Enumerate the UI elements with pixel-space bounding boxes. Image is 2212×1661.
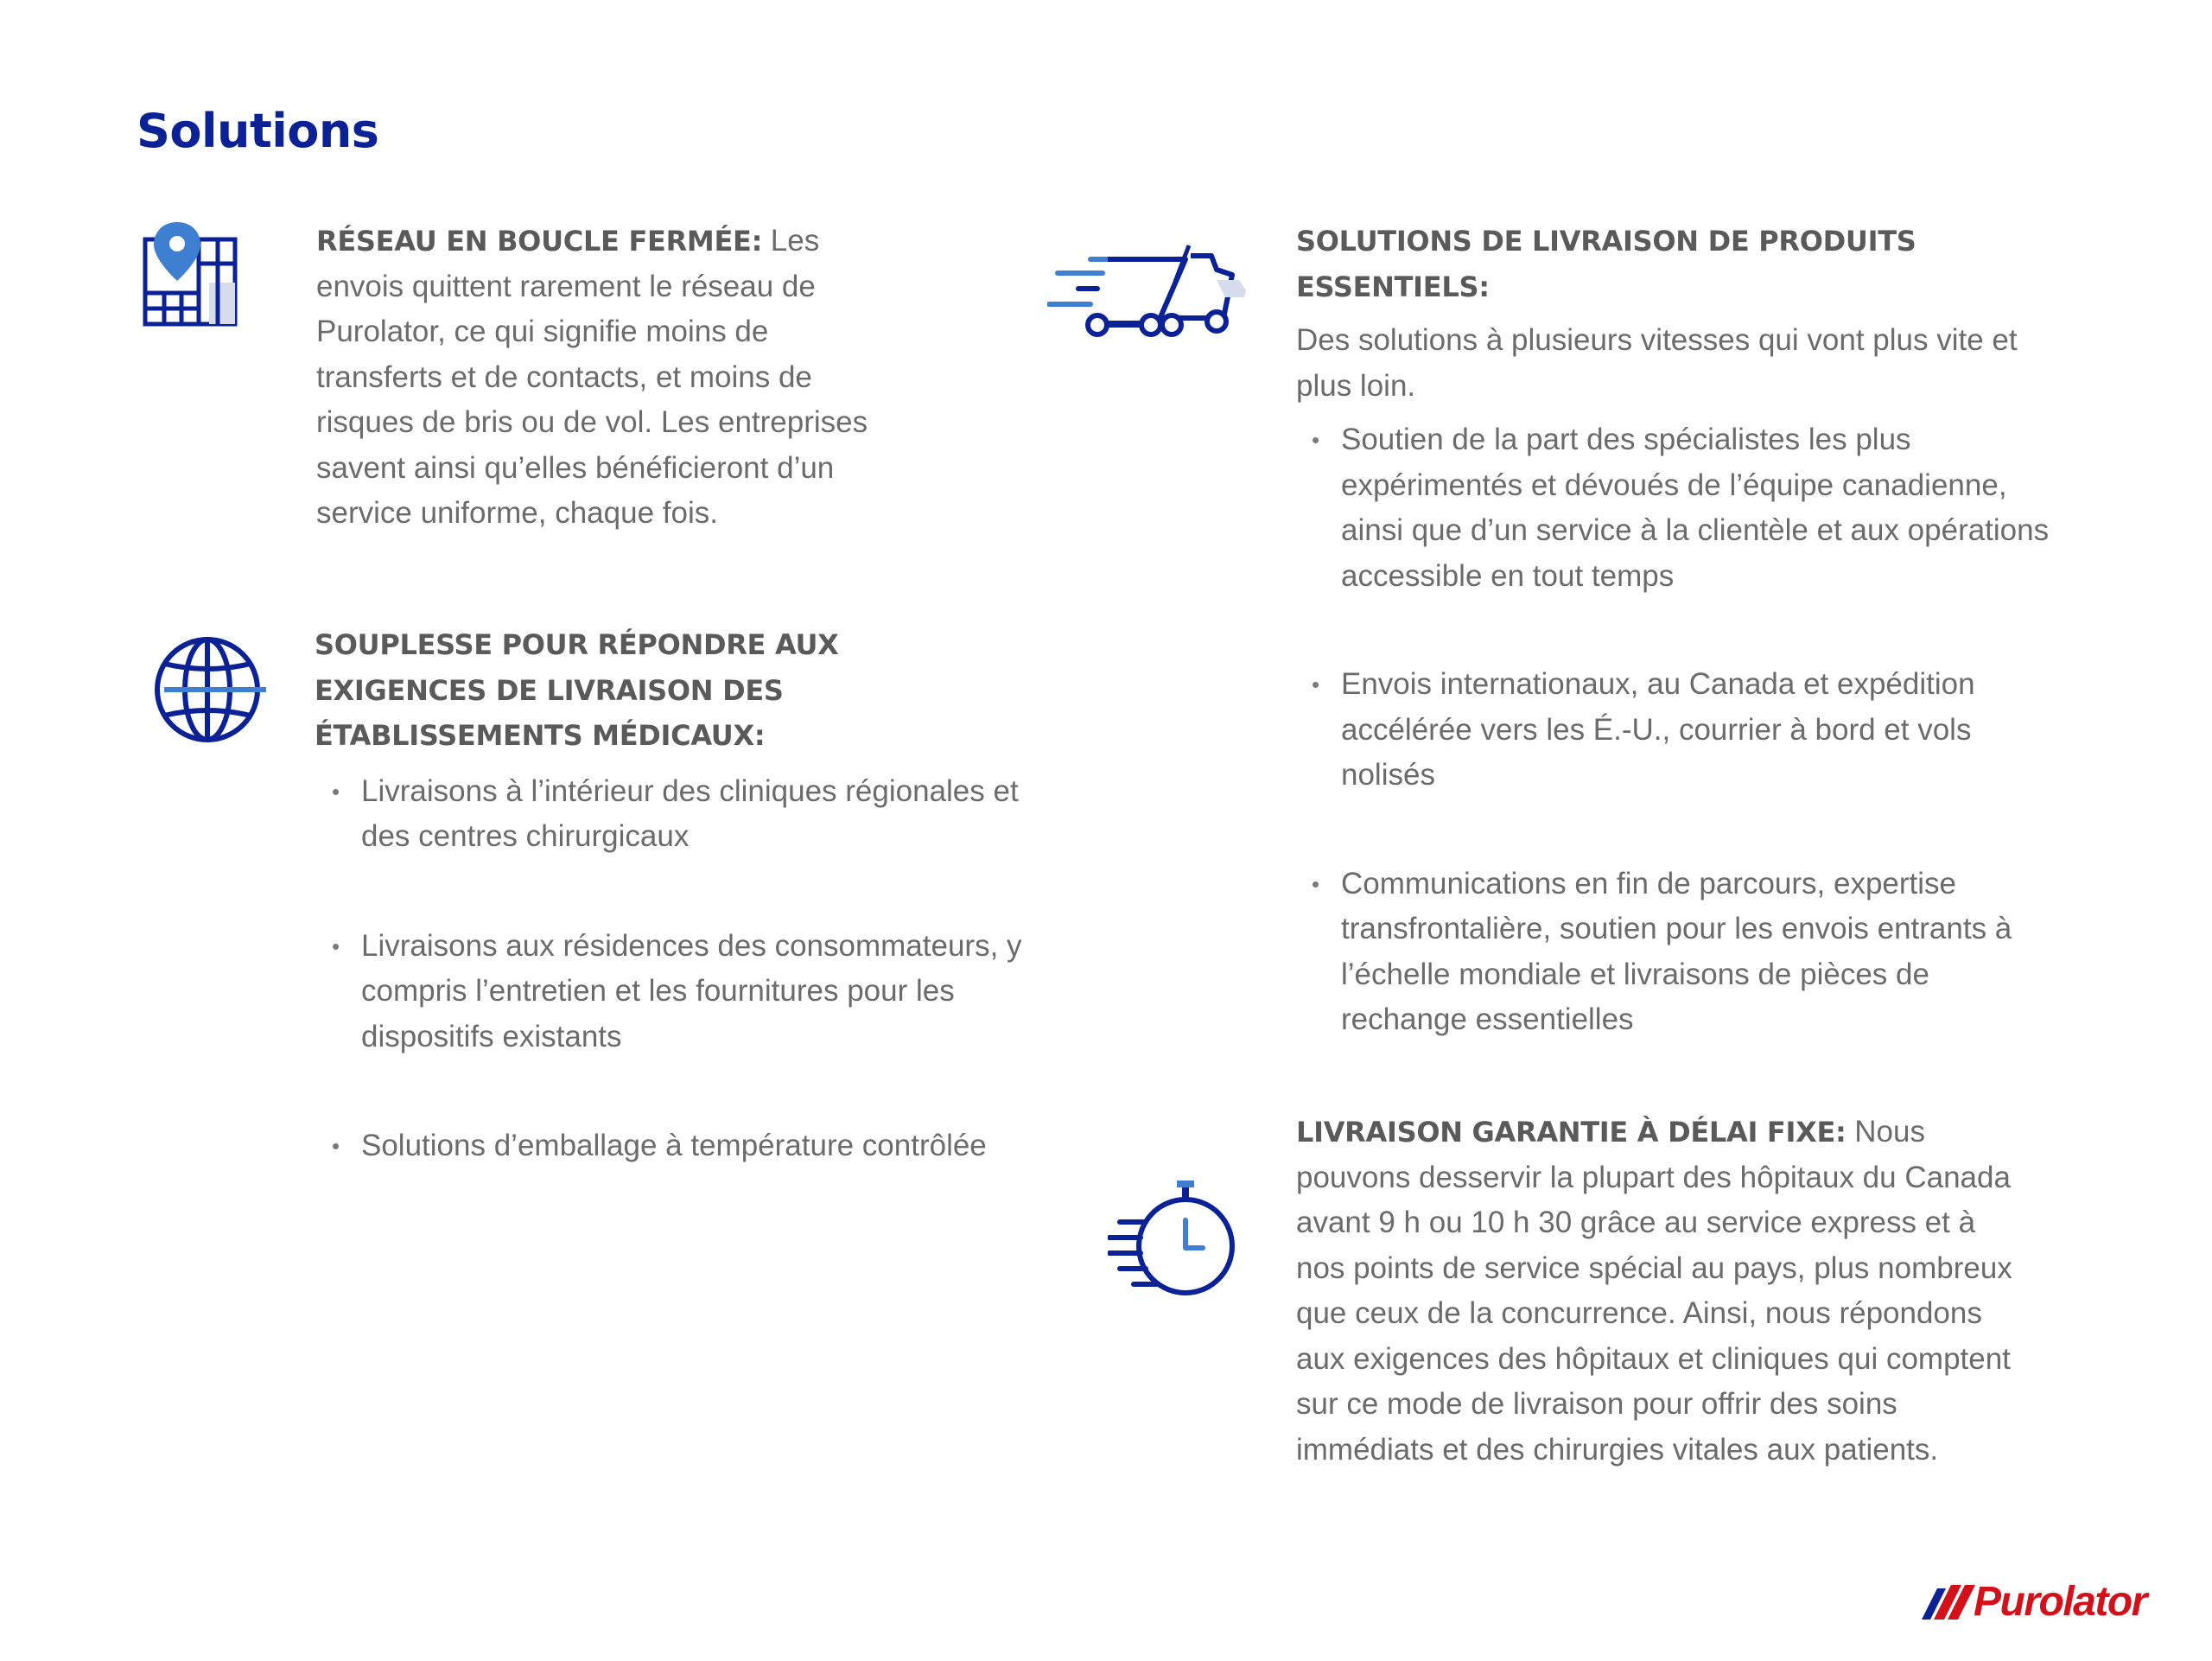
essential-intro: Des solutions à plusieurs vitesses qui vont plus vite et plus loin. bbox=[1296, 323, 2018, 403]
purolator-logo bbox=[1920, 1578, 2171, 1626]
essential-heading: SOLUTIONS DE LIVRAISON DE PRODUITS ESSENTIELS: bbox=[1296, 225, 1916, 303]
essential-section bbox=[1296, 219, 2056, 1043]
list-item: • Livraisons à l’intérieur des cliniques régionales et des centres chirurgicaux bbox=[316, 769, 1032, 860]
guaranteed-heading: LIVRAISON GARANTIE À DÉLAI FIXE: bbox=[1296, 1116, 1847, 1149]
closed-loop-body: Les envois quittent rarement le réseau de Purolator, ce qui signifie moins de transferts et de contacts, et moins de risques de bris ou de vol. Les entreprises savent ainsi qu’elles bénéficieront d’un service uniforme, chaque fois. bbox=[316, 224, 868, 530]
page-title: Solutions bbox=[137, 104, 379, 158]
essential-list bbox=[1296, 417, 2056, 1043]
flexibility-heading: SOUPLESSE POUR RÉPONDRE AUX EXIGENCES DE LIVRAISON DES ÉTABLISSEMENTS MÉDICAUX: bbox=[315, 628, 839, 752]
list-item: • Communications en fin de parcours, expertise transfrontalière, soutien pour les envois entrants à l’échelle mondiale et livraisons de pièces de rechange essentielles bbox=[1296, 862, 2056, 1043]
list-item: • Solutions d’emballage à température contrôlée bbox=[316, 1123, 1032, 1169]
closed-loop-heading: RÉSEAU EN BOUCLE FERMÉE: bbox=[316, 225, 763, 258]
closed-loop-section bbox=[316, 219, 869, 537]
guaranteed-body: Nous pouvons desservir la plupart des hôpitaux du Canada avant 9 h ou 10 h 30 grâce au service express et à nos points de service spécial au pays, plus nombreux que ceux de la concurrence. Ainsi, nous répondons aux exigences des hôpitaux et cliniques qui comptent sur ce mode de livraison pour offrir des soins immédiats et des chirurgies vitales aux patients. bbox=[1296, 1115, 2012, 1467]
logo-mark-icon bbox=[1920, 1578, 1975, 1626]
flexibility-section bbox=[315, 622, 1032, 1169]
guaranteed-section bbox=[1296, 1110, 2013, 1473]
list-item: • Soutien de la part des spécialistes les plus expérimentés et dévoués de l’équipe canadienne, ainsi que d’un service à la clientèle et aux opérations accessible en tout temps bbox=[1296, 417, 2056, 599]
logo-text: Purolator bbox=[1974, 1579, 2146, 1625]
flexibility-list bbox=[316, 769, 1032, 1169]
delivery-truck-icon bbox=[1047, 244, 1255, 340]
stopwatch-icon bbox=[1108, 1177, 1237, 1296]
list-item: • Envois internationaux, au Canada et expédition accélérée vers les É.-U., courrier à bord et vols nolisés bbox=[1296, 662, 2056, 799]
list-item: • Livraisons aux résidences des consommateurs, y compris l’entretien et les fournitures pour les dispositifs existants bbox=[316, 924, 1032, 1060]
map-pin-building-icon bbox=[138, 220, 242, 328]
globe-icon bbox=[152, 636, 268, 743]
